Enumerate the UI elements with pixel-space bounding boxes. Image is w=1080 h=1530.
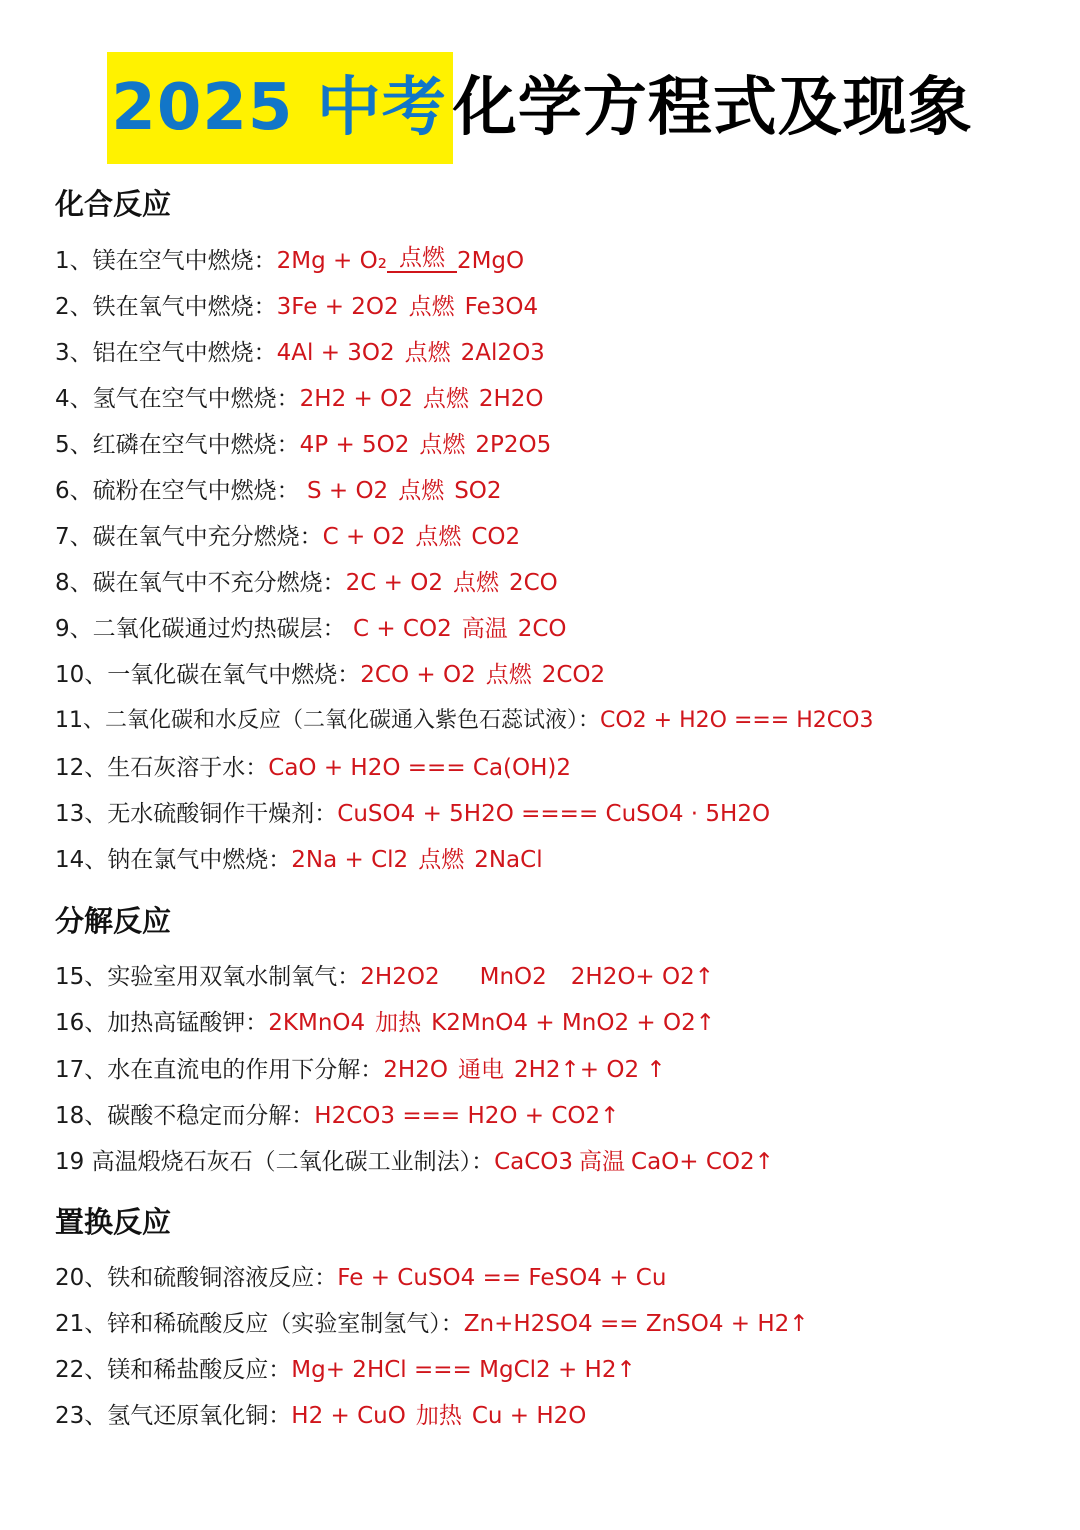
reaction-condition: 通电 (457, 1057, 504, 1083)
equation-row (55, 337, 545, 369)
equation-row (55, 1146, 774, 1178)
equation-row (55, 383, 544, 415)
equation-lhs: 2H2 + O2 (299, 386, 413, 412)
reaction-label: 21、锌和稀硫酸反应（实验室制氢气）： (55, 1311, 464, 1337)
reaction-label: 5、红磷在空气中燃烧： (55, 432, 300, 458)
equation: Mg+ 2HCl === MgCl2 + H2↑ (291, 1357, 636, 1383)
equation-rhs: CO2 (471, 524, 521, 550)
title-highlight: 2025 中考 (107, 52, 452, 164)
equation-rhs: SO2 (454, 478, 502, 504)
reaction-condition: 点燃 (398, 478, 445, 504)
equation-rhs: 2CO (517, 616, 567, 642)
reaction-label: 14、钠在氯气中燃烧： (55, 847, 292, 873)
reaction-label: 4、氢气在空气中燃烧： (55, 386, 300, 412)
section-heading-displacement: 置换反应 (55, 1205, 172, 1239)
equation-row (55, 245, 524, 277)
equation-rhs: Cu + H2O (471, 1403, 587, 1429)
reaction-condition: MnO2 (479, 964, 547, 990)
reaction-label: 6、硫粉在空气中燃烧： (55, 478, 300, 504)
reaction-label: 23、氢气还原氧化铜： (55, 1403, 292, 1429)
equation-lhs: C + O2 (322, 524, 406, 550)
reaction-condition: 点燃 (419, 432, 466, 458)
equation-lhs: 2KMnO4 (268, 1010, 366, 1036)
reaction-label: 13、无水硫酸铜作干燥剂： (55, 801, 338, 827)
reaction-condition: 高温 (579, 1149, 626, 1175)
equation-rhs: 2CO (508, 570, 558, 596)
reaction-condition: 高温 (461, 616, 508, 642)
reaction-label: 16、加热高锰酸钾： (55, 1010, 269, 1036)
equation-row (55, 567, 558, 599)
reaction-label: 11、二氧化碳和水反应（二氧化碳通入紫色石蕊试液）： (55, 708, 600, 733)
equation-rhs: 2H2O (478, 386, 544, 412)
equation-lhs: 2Na + Cl2 (291, 847, 409, 873)
equation-row (55, 659, 605, 691)
equation: CuSO4 + 5H2O ==== CuSO4 · 5H2O (337, 801, 771, 827)
equation-row (55, 521, 520, 553)
reaction-condition: 加热 (415, 1403, 462, 1429)
equation-row (55, 844, 543, 876)
equation-lhs: 4P + 5O2 (299, 432, 410, 458)
equation-row (55, 798, 770, 830)
equation: CO2 + H2O === H2CO3 (600, 708, 874, 733)
equation-lhs: 2H2O (383, 1057, 448, 1083)
equation-lhs: 2CO + O2 (360, 662, 476, 688)
section-heading-combination: 化合反应 (55, 187, 172, 221)
equation-row (55, 1100, 619, 1132)
equation-row (55, 1400, 586, 1432)
reaction-condition: 点燃 (415, 524, 462, 550)
equation-lhs: S + O2 (299, 478, 389, 504)
equation: CaO + H2O === Ca(OH)2 (268, 755, 572, 781)
equation-row (55, 475, 502, 507)
equation-row (55, 1308, 809, 1340)
equation-rhs: 2NaCl (474, 847, 543, 873)
equation-row (55, 1007, 715, 1039)
reaction-label: 18、碳酸不稳定而分解： (55, 1103, 315, 1129)
equation-rhs: 2MgO (456, 248, 525, 274)
equation-row (55, 705, 873, 737)
equation-lhs: H2 + CuO (291, 1403, 406, 1429)
equation-rhs: 2H2↑+ O2 ↑ (513, 1057, 666, 1083)
equation-lhs: 4Al + 3O2 (276, 340, 395, 366)
equation-lhs: 2H2O2 (360, 964, 440, 990)
reaction-label: 3、铝在空气中燃烧： (55, 340, 277, 366)
equation-rhs: Fe3O4 (464, 294, 539, 320)
reaction-condition: 点燃 (452, 570, 499, 596)
equation-rhs: 2H2O+ O2↑ (570, 964, 715, 990)
reaction-label: 17、水在直流电的作用下分解： (55, 1057, 384, 1083)
equation-lhs: 3Fe + 2O2 (276, 294, 399, 320)
reaction-label: 20、铁和硫酸铜溶液反应： (55, 1265, 338, 1291)
reaction-label: 22、镁和稀盐酸反应： (55, 1357, 292, 1383)
reaction-condition: 点燃 (387, 245, 457, 273)
reaction-condition: 点燃 (422, 386, 469, 412)
equation: Zn+H2SO4 == ZnSO4 + H2↑ (463, 1311, 809, 1337)
equation-rhs: 2CO2 (541, 662, 606, 688)
equation-rhs: K2MnO4 + MnO2 + O2↑ (431, 1010, 715, 1036)
reaction-condition: 点燃 (404, 340, 451, 366)
equation-lhs: C + CO2 (345, 616, 452, 642)
reaction-condition: 点燃 (408, 294, 455, 320)
reaction-label: 8、碳在氧气中不充分燃烧： (55, 570, 346, 596)
reaction-label: 10、一氧化碳在氧气中燃烧： (55, 662, 361, 688)
equation-rhs: 2P2O5 (475, 432, 552, 458)
title-rest: 化学方程式及现象 (452, 71, 973, 145)
equation-lhs: 2Mg + O₂ (276, 248, 387, 274)
equation-rhs: 2Al2O3 (460, 340, 545, 366)
equation-rhs: CaO+ CO2↑ (631, 1149, 774, 1175)
equation-row (55, 429, 551, 461)
equation: Fe + CuSO4 == FeSO4 + Cu (337, 1265, 667, 1291)
reaction-label: 7、碳在氧气中充分燃烧： (55, 524, 323, 550)
reaction-label: 12、生石灰溶于水： (55, 755, 269, 781)
reaction-condition: 点燃 (418, 847, 465, 873)
equation-row (55, 1262, 666, 1294)
equation-row (55, 1354, 636, 1386)
section-heading-decomposition: 分解反应 (55, 904, 172, 938)
reaction-label: 2、铁在氧气中燃烧： (55, 294, 277, 320)
equation-lhs: CaCO3 (494, 1149, 574, 1175)
reaction-label: 1、镁在空气中燃烧： (55, 248, 277, 274)
reaction-label: 9、二氧化碳通过灼热碳层： (55, 616, 346, 642)
equation-row (55, 613, 567, 645)
equation-row (55, 291, 538, 323)
reaction-condition: 点燃 (485, 662, 532, 688)
equation-lhs: 2C + O2 (345, 570, 443, 596)
equation-row (55, 961, 714, 993)
equation: H2CO3 === H2O + CO2↑ (314, 1103, 620, 1129)
reaction-condition: 加热 (375, 1010, 422, 1036)
page-title (0, 52, 1080, 164)
equation-row (55, 1054, 666, 1086)
reaction-label: 15、实验室用双氧水制氧气： (55, 964, 361, 990)
reaction-label: 19 高温煅烧石灰石（二氧化碳工业制法）： (55, 1149, 495, 1175)
equation-row (55, 752, 571, 784)
